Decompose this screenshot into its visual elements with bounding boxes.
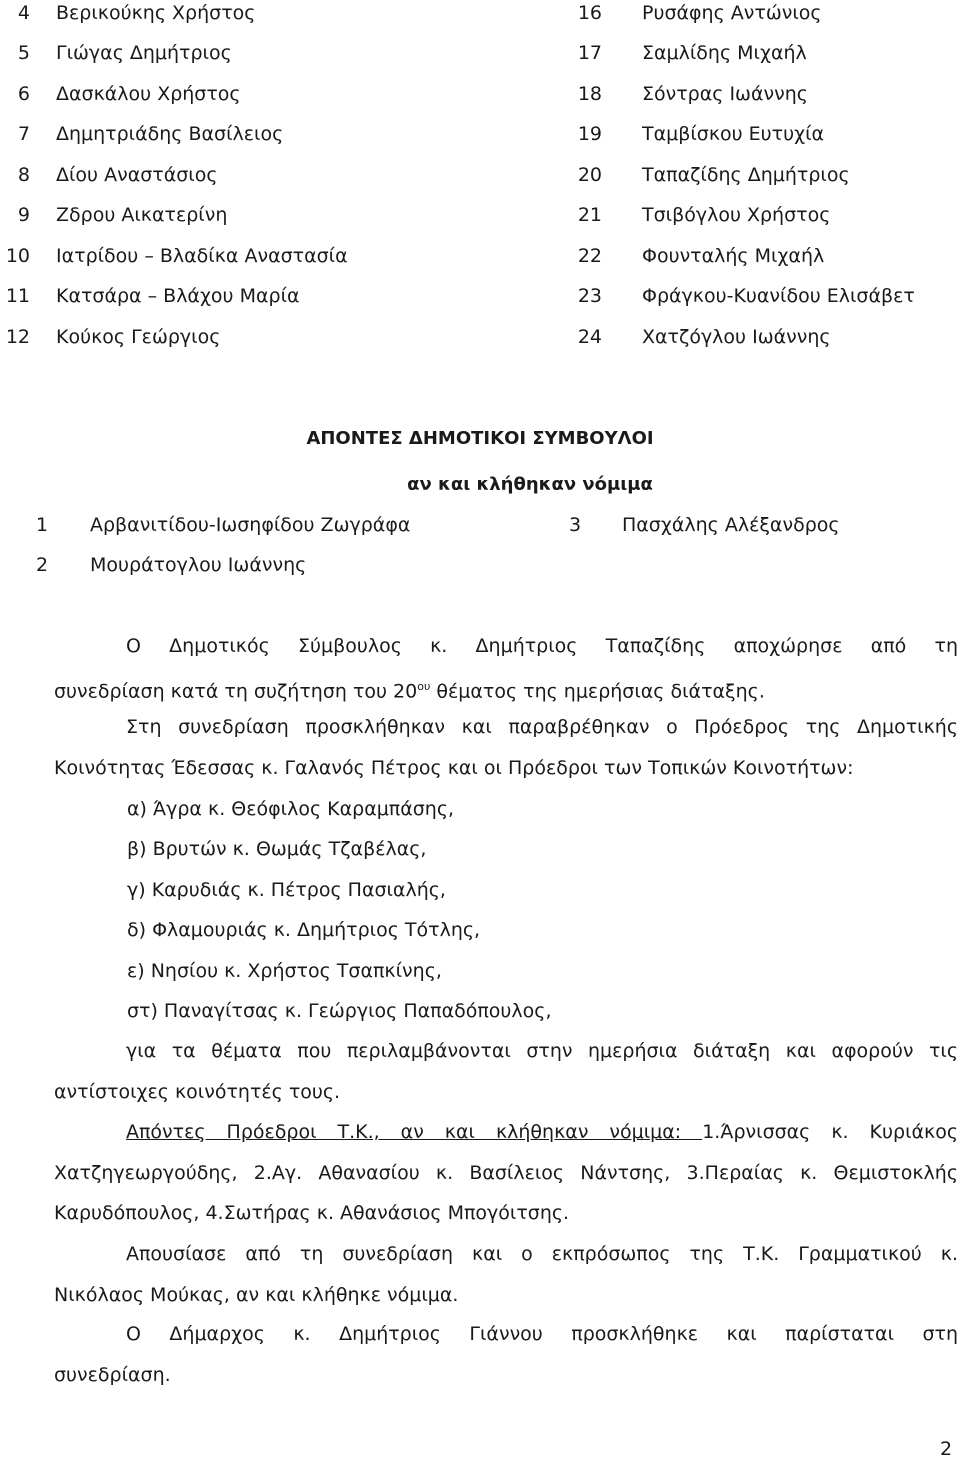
text-line xyxy=(54,1112,958,1153)
paragraph-absent-presidents xyxy=(54,1112,958,1234)
underlined-label: Απόντες Πρόεδροι Τ.Κ., αν και κλήθηκαν νόμιμα: xyxy=(126,1121,703,1143)
absent-heading: ΑΠΟΝΤΕΣ ΔΗΜΟΤΙΚΟΙ ΣΥΜΒΟΥΛΟΙ xyxy=(306,428,654,449)
text-fragment: θέματος της ημερήσιας διάταξης. xyxy=(430,679,765,702)
page-number: 2 xyxy=(940,1438,953,1460)
member-name: Ιατρίδου – Βλαδίκα Αναστασία xyxy=(56,245,348,267)
paragraph-invited xyxy=(54,707,958,788)
member-name: Κούκος Γεώργιος xyxy=(56,326,221,348)
member-number: 24 xyxy=(577,326,602,348)
list-item: α) Άγρα κ. Θεόφιλος Καραμπάσης, xyxy=(127,798,455,820)
text-line xyxy=(54,667,958,712)
text-fragment: 1.Άρνισσας κ. Κυριάκος xyxy=(702,1121,958,1143)
text-line: Κοινότητας Έδεσσας κ. Γαλανός Πέτρος και οι Πρόεδροι των Τοπικών Κοινοτήτων: xyxy=(54,756,854,779)
member-name: Σαμλίδης Μιχαήλ xyxy=(642,42,807,64)
member-name: Ταπαζίδης Δημήτριος xyxy=(642,164,850,186)
member-name: Τσιβόγλου Χρήστος xyxy=(642,204,831,226)
list-item: στ) Παναγίτσας κ. Γεώργιος Παπαδόπουλος, xyxy=(127,1000,552,1022)
text-line: Καρυδόπουλος, 4.Σωτήρας κ. Αθανάσιος Μπογόιτσης. xyxy=(54,1202,570,1224)
text-line: συνεδρίαση. xyxy=(54,1363,171,1386)
superscript: ου xyxy=(417,679,431,693)
member-name: Βερικούκης Χρήστος xyxy=(56,2,256,24)
member-number: 22 xyxy=(577,245,602,267)
member-name: Σόντρας Ιωάννης xyxy=(642,83,808,105)
member-number: 7 xyxy=(17,123,30,145)
member-number: 8 xyxy=(17,164,30,186)
member-name: Φράγκου-Κυανίδου Ελισάβετ xyxy=(642,285,915,307)
member-name: Ρυσάφης Αντώνιος xyxy=(642,2,822,24)
member-number: 5 xyxy=(17,42,30,64)
list-item: γ) Καρυδιάς κ. Πέτρος Πασιαλής, xyxy=(127,879,446,901)
member-number: 9 xyxy=(17,204,30,226)
member-name: Δασκάλου Χρήστος xyxy=(56,83,241,105)
member-number: 10 xyxy=(5,245,30,267)
list-item: ε) Νησίου κ. Χρήστος Τσαπκίνης, xyxy=(127,960,442,982)
paragraph-topics xyxy=(54,1031,958,1112)
member-number: 17 xyxy=(577,42,602,64)
member-name: Χατζόγλου Ιωάννης xyxy=(642,326,831,348)
member-name: Ταμβίσκου Ευτυχία xyxy=(642,123,825,145)
member-number: 12 xyxy=(5,326,30,348)
text-fragment: συνεδρίαση κατά τη συζήτηση του 20 xyxy=(54,679,418,702)
absent-subheading: αν και κλήθηκαν νόμιμα xyxy=(407,474,653,495)
text-line: Νικόλαος Μούκας, αν και κλήθηκε νόμιμα. xyxy=(54,1283,459,1306)
absent-number: 2 xyxy=(36,554,49,576)
text-line: για τα θέματα που περιλαμβάνονται στην ημερήσια διάταξη και αφορούν τις xyxy=(126,1040,958,1062)
member-number: 16 xyxy=(577,2,602,24)
paragraph-councillor-left xyxy=(54,626,958,711)
absent-name: Πασχάλης Αλέξανδρος xyxy=(622,514,840,536)
member-name: Δίου Αναστάσιος xyxy=(56,164,218,186)
text-line: αντίστοιχες κοινότητές τους. xyxy=(54,1080,341,1103)
list-item: δ) Φλαμουριάς κ. Δημήτριος Τότλης, xyxy=(127,919,481,941)
member-number: 19 xyxy=(577,123,602,145)
member-name: Γιώγας Δημήτριος xyxy=(56,42,232,64)
absent-name: Αρβανιτίδου-Ιωσηφίδου Ζωγράφα xyxy=(90,514,411,536)
absent-number: 1 xyxy=(36,514,49,536)
member-name: Φουνταλής Μιχαήλ xyxy=(642,245,825,267)
list-item: β) Βρυτών κ. Θωμάς Τζαβέλας, xyxy=(127,838,427,860)
text-line: Απουσίασε από τη συνεδρίαση και ο εκπρόσωπος της Τ.Κ. Γραμματικού κ. xyxy=(126,1243,958,1265)
member-number: 18 xyxy=(577,83,602,105)
member-number: 20 xyxy=(577,164,602,186)
member-name: Κατσάρα – Βλάχου Μαρία xyxy=(56,285,300,307)
paragraph-representative-absent xyxy=(54,1234,958,1315)
member-number: 11 xyxy=(5,285,30,307)
text-line: Στη συνεδρίαση προσκλήθηκαν και παραβρέθηκαν ο Πρόεδρος της Δημοτικής xyxy=(126,716,958,738)
member-number: 21 xyxy=(577,204,602,226)
absent-number: 3 xyxy=(569,514,582,536)
text-line: Ο Δημοτικός Σύμβουλος κ. Δημήτριος Ταπαζίδης αποχώρησε από τη xyxy=(126,635,958,657)
absent-name: Μουράτογλου Ιωάννης xyxy=(90,554,307,576)
text-line: Ο Δήμαρχος κ. Δημήτριος Γιάννου προσκλήθηκε και παρίσταται στη xyxy=(126,1323,958,1345)
member-number: 6 xyxy=(17,83,30,105)
paragraph-mayor xyxy=(54,1314,958,1395)
member-number: 4 xyxy=(17,2,30,24)
member-number: 23 xyxy=(577,285,602,307)
text-line: Χατζηγεωργούδης, 2.Αγ. Αθανασίου κ. Βασίλειος Νάντσης, 3.Περαίας κ. Θεμιστοκλής xyxy=(54,1161,958,1184)
member-name: Ζδρου Αικατερίνη xyxy=(56,204,228,226)
member-name: Δημητριάδης Βασίλειος xyxy=(56,123,284,145)
